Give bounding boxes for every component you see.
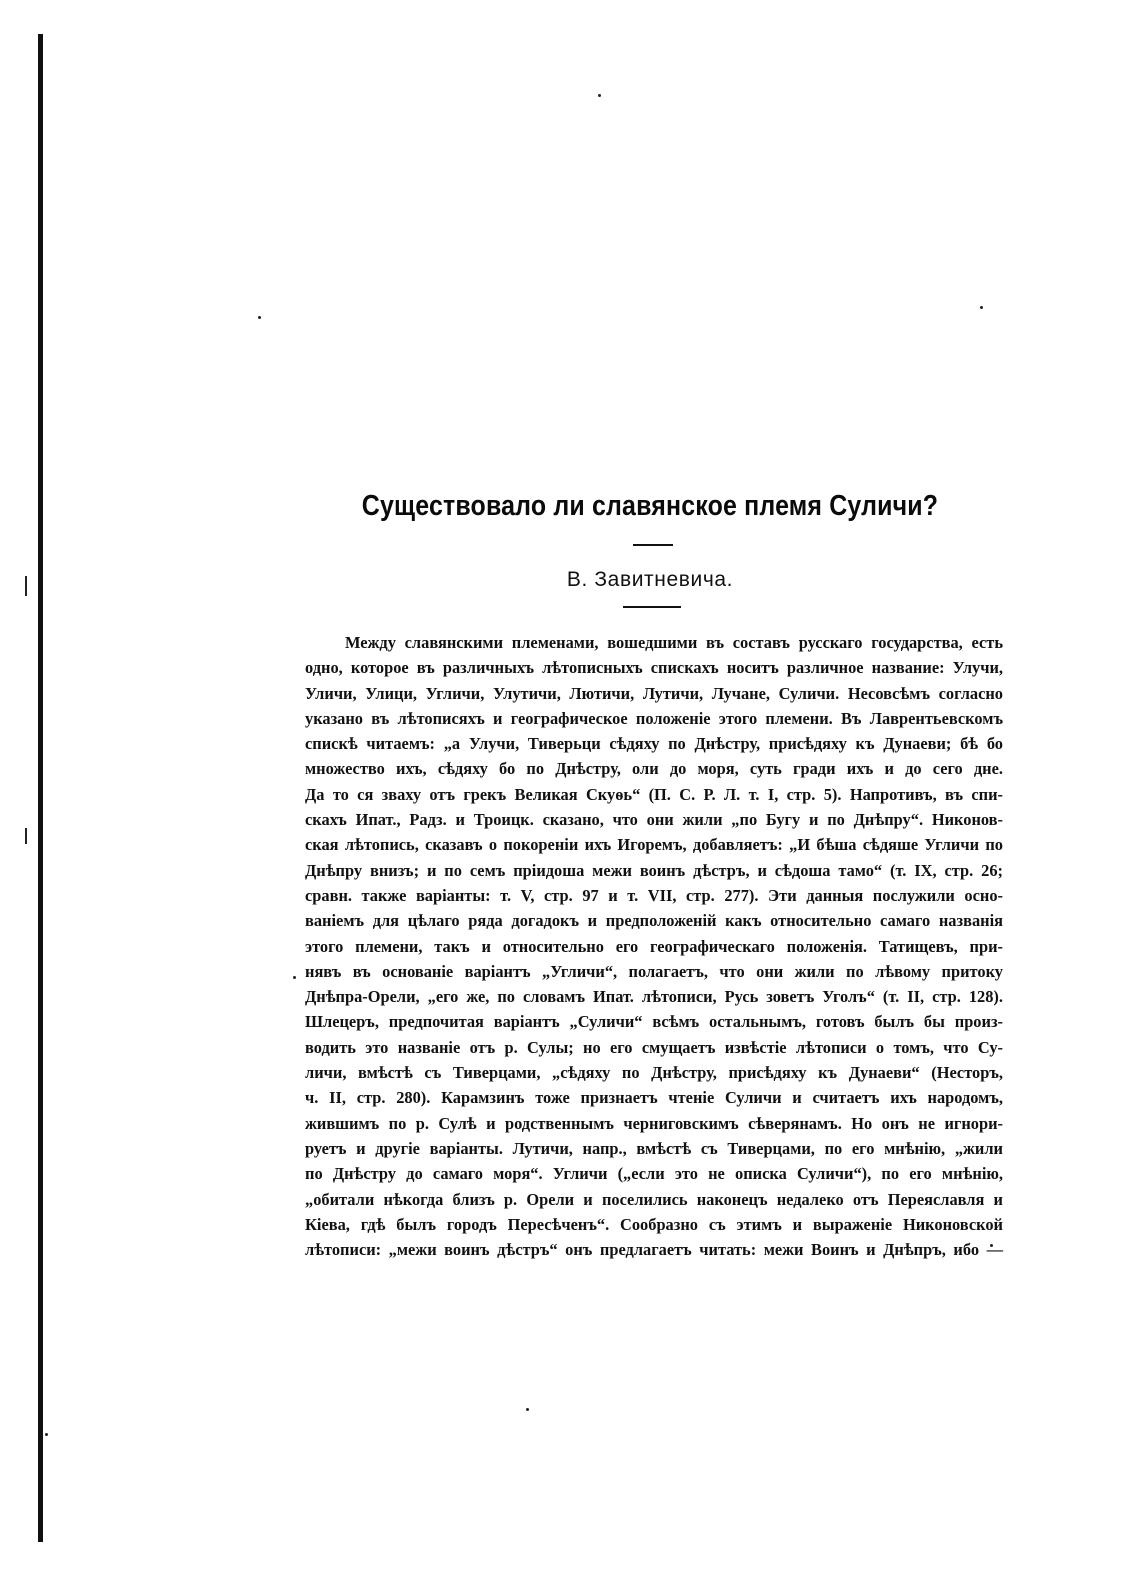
text-line: по Днѣстру до самаго моря“. Угличи („если это не описка Суличи“), по его мнѣнiю,	[305, 1164, 1003, 1184]
scan-speck	[526, 1408, 529, 1411]
article-title: Существовало ли славянское племя Суличи?	[361, 490, 939, 522]
scan-speck	[293, 976, 296, 979]
author-rule	[623, 606, 681, 608]
text-line: указано въ лѣтописяхъ и географическое положенiе этого племени. Въ Лаврентьевскомъ	[305, 708, 1003, 728]
text-line: скахъ Ипат., Радз. и Троицк. сказано, что они жили „по Бугу и по Днѣпру“. Никонов-	[305, 810, 1003, 830]
text-line: жившимъ по р. Сулѣ и родственнымъ черниговскимъ сѣверянамъ. Но онъ не игнори-	[305, 1113, 1003, 1133]
text-line: личи, вмѣстѣ съ Тиверцами, „сѣдяху по Днѣстру, присѣдяху къ Дунаеви“ (Несторъ,	[305, 1063, 1003, 1083]
text-line: спискѣ читаемъ: „а Улучи, Тиверьци сѣдяху по Днѣстру, присѣдяху къ Дунаеви; бѣ бо	[305, 734, 1003, 754]
text-line: Шлецеръ, предпочитая варiантъ „Суличи“ всѣмъ остальнымъ, готовъ былъ бы произ-	[305, 1012, 1003, 1032]
text-line: руетъ и другiе варiанты. Лутичи, напр., вмѣстѣ съ Тиверцами, по его мнѣнiю, „жили	[305, 1138, 1003, 1158]
text-line: водить это названiе отъ р. Сулы; но его смущаетъ извѣстiе лѣтописи о томъ, что Су-	[305, 1037, 1003, 1057]
article-body	[305, 630, 1003, 1262]
scan-speck	[980, 306, 983, 309]
margin-mark	[25, 828, 27, 844]
margin-mark	[25, 576, 27, 596]
text-line: этого племени, такъ и относительно его географическаго положенiя. Татищевъ, при-	[305, 936, 1003, 956]
binding-edge-line	[38, 34, 43, 1542]
article-author: В. Завитневича.	[566, 568, 734, 591]
text-line: сравн. также варiанты: т. V, стр. 97 и т. VII, стр. 277). Эти данныя послужили осно-	[305, 885, 1003, 905]
text-line: ванiемъ для цѣлаго ряда догадокъ и предположенiй какъ относительно самаго названiя	[305, 911, 1003, 931]
text-line: множество ихъ, сѣдяху бо по Днѣстру, оли до моря, суть гради ихъ и до сего дне.	[305, 759, 1003, 779]
text-line: Днѣпра-Орели, „его же, по словамъ Ипат. лѣтописи, Русь зоветъ Уголъ“ (т. II, стр. 128).	[305, 987, 1003, 1007]
text-line: Днѣпру внизъ; и по семъ прiидоша межи воинъ дѣстръ, и сѣдоша тамо“ (т. IX, стр. 26;	[305, 860, 1003, 880]
text-line: Кiева, гдѣ былъ городъ Пересѣченъ“. Сообразно съ этимъ и выраженiе Никоновской	[305, 1214, 1003, 1234]
text-line: ская лѣтопись, сказавъ о покоренiи ихъ Игоремъ, добавляетъ: „И бѣша сѣдяше Угличи по	[305, 835, 1003, 855]
scan-speck	[258, 316, 261, 319]
text-line: одно, которое въ различныхъ лѣтописныхъ спискахъ носитъ различное название: Улучи,	[305, 658, 1003, 678]
scan-speck	[598, 94, 601, 97]
scan-speck	[45, 1433, 48, 1436]
title-rule	[633, 544, 673, 546]
text-line: Между славянскими племенами, вошедшими въ составъ русскаго государства, есть	[345, 633, 1003, 652]
text-line: лѣтописи: „межи воинъ дѣстръ“ онъ предлагаетъ читать: межи Воинъ и Днѣпръ, ибо —	[305, 1240, 1003, 1260]
text-line: Уличи, Улици, Угличи, Улутичи, Лютичи, Лутичи, Лучане, Суличи. Несовсѣмъ согласно	[305, 683, 1003, 703]
text-line: „обитали нѣкогда близъ р. Орели и поселились наконецъ недалеко отъ Переяславля и	[305, 1189, 1003, 1209]
text-line: нявъ въ основанiе варiантъ „Угличи“, полагаетъ, что они жили по лѣвому притоку	[305, 961, 1003, 981]
text-line: ч. II, стр. 280). Карамзинъ тоже признаетъ чтенiе Суличи и считаетъ ихъ народомъ,	[305, 1088, 1003, 1108]
text-line: Да то ся зваху отъ грекъ Великая Скуѳь“ (П. С. Р. Л. т. I, стр. 5). Напротивъ, въ спи-	[305, 784, 1003, 804]
